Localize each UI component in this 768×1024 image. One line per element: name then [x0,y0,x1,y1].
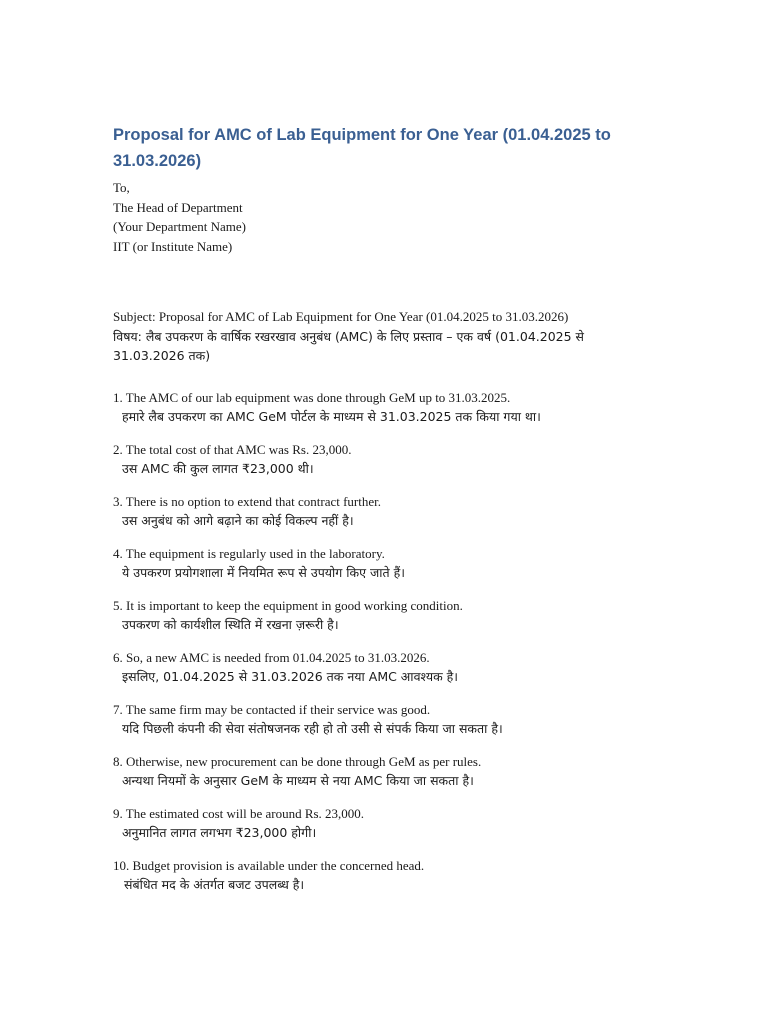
list-item [113,648,653,687]
address-recipient: The Head of Department [113,199,243,215]
document-page [113,122,653,908]
point-hindi: उस AMC की कुल लागत ₹23,000 थी। [122,461,314,476]
points-list [113,388,653,895]
point-english: 5. It is important to keep the equipment in good working condition. [113,597,463,613]
point-hindi: हमारे लैब उपकरण का AMC GeM पोर्टल के माध्यम से 31.03.2025 तक किया गया था। [122,409,541,424]
point-english: 9. The estimated cost will be around Rs. 23,000. [113,805,365,821]
point-english: 8. Otherwise, new procurement can be done through GeM as per rules. [113,753,482,769]
list-item [113,388,653,427]
point-hindi: अन्यथा नियमों के अनुसार GeM के माध्यम से नया AMC किया जा सकता है। [122,773,474,788]
subject-block [113,307,653,366]
list-item [113,752,653,791]
point-english: 2. The total cost of that AMC was Rs. 23,000. [113,441,352,457]
point-english: 1. The AMC of our lab equipment was done through GeM up to 31.03.2025. [113,389,511,405]
list-item [113,700,653,739]
point-english: 10. Budget provision is available under the concerned head. [113,857,425,873]
point-english: 3. There is no option to extend that contract further. [113,493,381,509]
address-institute: IIT (or Institute Name) [113,238,233,254]
address-to: To, [113,180,130,195]
point-english: 6. So, a new AMC is needed from 01.04.2025 to 31.03.2026. [113,649,430,665]
point-hindi: उपकरण को कार्यशील स्थिति में रखना ज़रूरी है। [122,617,339,632]
address-department: (Your Department Name) [113,219,246,234]
list-item [113,596,653,635]
list-item [113,440,653,479]
list-item [113,804,653,843]
point-hindi: यदि पिछली कंपनी की सेवा संतोषजनक रही हो तो उसी से संपर्क किया जा सकता है। [122,721,503,736]
list-item [113,544,653,583]
subject-hindi: विषय: लैब उपकरण के वार्षिक रखरखाव अनुबंध (AMC) के लिए प्रस्ताव – एक वर्ष (01.04.2025 से 31.03.2026 तक) [113,328,584,363]
point-hindi: ये उपकरण प्रयोगशाला में नियमित रूप से उपयोग किए जाते हैं। [122,565,406,580]
list-item [113,492,653,531]
point-english: 4. The equipment is regularly used in the laboratory. [113,545,385,561]
list-item [113,856,653,895]
point-hindi: संबंधित मद के अंतर्गत बजट उपलब्ध है। [124,877,305,892]
point-hindi: उस अनुबंध को आगे बढ़ाने का कोई विकल्प नहीं है। [122,513,354,528]
subject-english: Subject: Proposal for AMC of Lab Equipment for One Year (01.04.2025 to 31.03.2026) [113,309,569,324]
point-hindi: इसलिए, 01.04.2025 से 31.03.2026 तक नया AMC आवश्यक है। [122,669,459,684]
address-block [113,178,653,256]
point-english: 7. The same firm may be contacted if their service was good. [113,701,431,717]
document-title: Proposal for AMC of Lab Equipment for One Year (01.04.2025 to 31.03.2026) [113,126,611,170]
point-hindi: अनुमानित लागत लगभग ₹23,000 होगी। [122,825,317,840]
